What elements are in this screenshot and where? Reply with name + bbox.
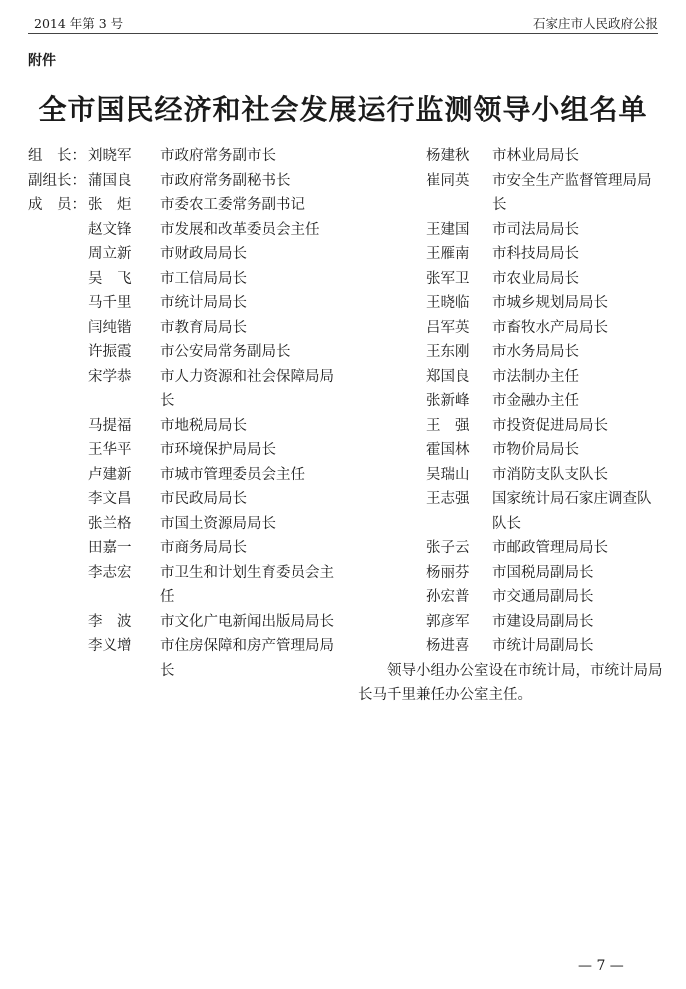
member-row [28,291,348,316]
member-row [358,291,663,316]
member-name: 张新峰 [426,393,470,409]
member-title: 市安全生产监督管理局局长 [492,172,652,213]
member-name: 郭彦军 [426,613,470,630]
member-row [358,536,663,561]
member-title: 市教育局局长 [160,319,247,336]
member-row [358,610,663,635]
member-row [28,561,348,610]
member-title: 市国土资源局局长 [160,515,276,532]
member-name: 吴 飞 [88,270,132,287]
member-row [28,536,348,561]
member-title: 市城市管理委员会主任 [160,466,305,483]
header-divider [28,33,658,34]
member-title: 市委农工委常务副书记 [160,197,305,213]
member-title: 市发展和改革委员会主任 [160,221,320,238]
member-title: 市民政局局长 [160,491,247,507]
member-name: 霍国林 [426,442,470,458]
member-name: 李志宏 [88,564,132,581]
member-title: 市投资促进局局长 [492,417,608,434]
member-row [28,144,348,169]
attachment-label: 附件 [28,53,56,69]
member-row [358,365,663,390]
member-name: 马提福 [88,417,132,434]
member-title: 市金融办主任 [492,393,579,409]
member-name: 张子云 [426,540,470,556]
member-role: 副组长： [28,172,86,189]
member-name: 孙宏普 [426,589,470,605]
member-row [28,487,348,512]
member-row [28,267,348,292]
member-title: 市林业局局长 [492,148,579,164]
member-row [358,487,663,536]
member-title: 市统计局副局长 [492,638,594,654]
member-name: 吕军英 [426,319,470,336]
member-name: 张 炬 [88,197,132,213]
member-title: 市国税局副局长 [492,564,594,581]
member-title: 市城乡规划局局长 [492,295,608,311]
member-name: 张兰格 [88,515,132,532]
member-name: 马千里 [88,295,132,311]
member-row [28,169,348,194]
member-name: 宋学恭 [88,368,132,385]
member-row [28,193,348,218]
member-row [28,340,348,365]
member-title: 市法制办主任 [492,368,579,385]
member-name: 吴瑞山 [426,466,470,483]
member-row [358,585,663,610]
member-row [358,218,663,243]
member-row [28,610,348,635]
member-title: 市文化广电新闻出版局局长 [160,613,334,630]
member-name: 李义增 [88,638,132,654]
member-title: 市物价局局长 [492,442,579,458]
member-row [358,242,663,267]
member-row [358,438,663,463]
member-title: 市畜牧水产局局长 [492,319,608,336]
member-title: 市科技局局长 [492,246,579,262]
member-role: 成 员： [28,197,86,213]
member-title: 国家统计局石家庄调查队队长 [492,491,652,532]
member-list-left [28,144,348,683]
member-name: 田嘉一 [88,540,132,556]
member-name: 郑国良 [426,368,470,385]
member-row [28,512,348,537]
member-row [358,414,663,439]
issue-number: 2014 年第 3 号 [34,16,124,31]
member-title: 市统计局局长 [160,295,247,311]
member-row [28,414,348,439]
member-name: 杨丽芬 [426,564,470,581]
member-title: 市政府常务副秘书长 [160,172,291,189]
member-name: 卢建新 [88,466,132,483]
member-row [28,365,348,414]
member-title: 市消防支队支队长 [492,466,608,483]
member-name: 张军卫 [426,270,470,287]
member-title: 市住房保障和房产管理局局长 [160,638,334,679]
member-title: 市水务局局长 [492,344,579,360]
member-name: 王东刚 [426,344,470,360]
publication-name: 石家庄市人民政府公报 [532,16,658,31]
member-row [358,169,663,218]
member-title: 市农业局局长 [492,270,579,287]
member-title: 市人力资源和社会保障局局长 [160,368,334,409]
member-name: 周立新 [88,246,132,262]
member-title: 市地税局局长 [160,417,247,434]
member-row [358,340,663,365]
member-row [28,218,348,243]
member-name: 闫纯锴 [88,319,132,336]
member-title: 市建设局副局长 [492,613,594,630]
member-title: 市邮政管理局局长 [492,540,608,556]
member-row [28,463,348,488]
member-name: 杨进喜 [426,638,470,654]
member-name: 王晓临 [426,295,470,311]
member-name: 许振霞 [88,344,132,360]
member-row [28,634,348,683]
member-title: 市交通局副局长 [492,589,594,605]
member-name: 王建国 [426,221,470,238]
member-role: 组 长： [28,148,86,164]
member-title: 市环境保护局局长 [160,442,276,458]
member-name: 王华平 [88,442,132,458]
office-note: 领导小组办公室设在市统计局，市统计局局长马千里兼任办公室主任。 [358,662,663,703]
member-name: 李文昌 [88,491,132,507]
member-title: 市司法局局长 [492,221,579,238]
member-row [358,316,663,341]
page-number: — 7 — [578,958,624,974]
member-name: 李 波 [88,613,132,630]
member-title: 市工信局局长 [160,270,247,287]
member-row [358,463,663,488]
member-row [358,144,663,169]
member-title: 市卫生和计划生育委员会主任 [160,564,334,605]
member-row [28,438,348,463]
member-row [28,316,348,341]
member-name: 王雁南 [426,246,470,262]
member-title: 市商务局局长 [160,540,247,556]
member-name: 赵文锋 [88,221,132,238]
member-name: 蒲国良 [88,172,132,189]
member-row [358,389,663,414]
member-name: 杨建秋 [426,148,470,164]
member-name: 王志强 [426,491,470,507]
member-name: 刘晓军 [88,148,132,164]
member-row [358,267,663,292]
member-list-right [358,144,663,708]
member-title: 市公安局常务副局长 [160,344,291,360]
member-title: 市财政局局长 [160,246,247,262]
member-title: 市政府常务副市长 [160,148,276,164]
document-title: 全市国民经济和社会发展运行监测领导小组名单 [38,93,648,126]
member-name: 崔同英 [426,172,470,189]
member-row [358,561,663,586]
member-row [28,242,348,267]
member-row [358,634,663,659]
member-name: 王 强 [426,417,470,434]
